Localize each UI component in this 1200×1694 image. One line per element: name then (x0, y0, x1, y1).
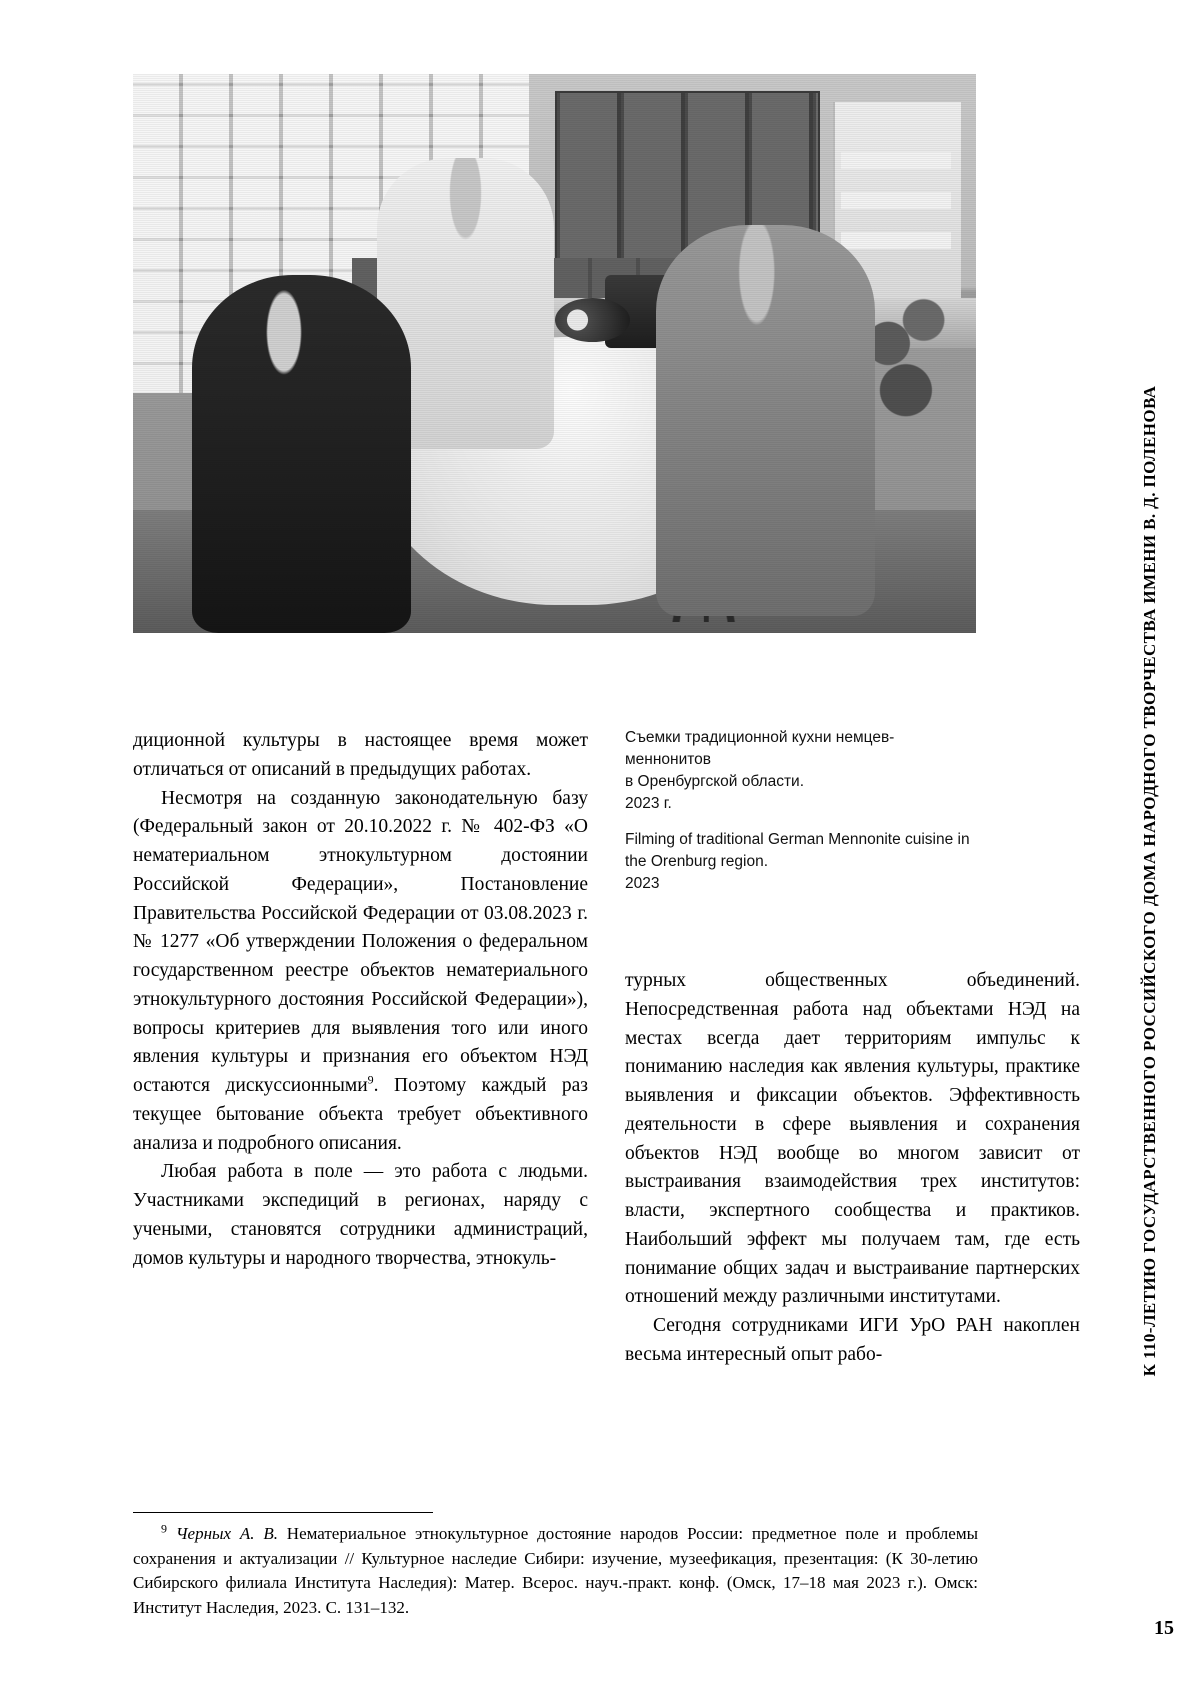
running-head (1130, 0, 1170, 1694)
running-head-text: К 110-ЛЕТИЮ ГОСУДАРСТВЕННОГО РОССИЙСКОГО ДОМА НАРОДНОГО ТВОРЧЕСТВА ИМЕНИ В. Д. ПОЛЕНОВА (1140, 385, 1159, 1377)
caption-en-line-1: Filming of traditional German Mennonite cuisine in (625, 831, 970, 848)
paragraph: Любая работа в поле — это работа с людьми. Участниками экспедиций в регионах, наряду с учеными, становятся сотрудники администраций, домов культуры и народного творчества, этнокуль- (133, 1161, 588, 1269)
caption-ru-line-1: Съемки традиционной кухни немцев-меннонитов (625, 729, 895, 768)
paragraph: диционной культуры в настоящее время может отличаться от описаний в предыдущих работах. (133, 730, 588, 780)
footnote-author: Черных А. В. (175, 1524, 278, 1543)
page-number: 15 (1154, 1617, 1174, 1639)
kitchen-filming-photo (133, 74, 976, 633)
paragraph: Сегодня сотрудниками ИГИ УрО РАН накоплен весьма интересный опыт рабо- (625, 1315, 1080, 1365)
body-column-right (625, 967, 1080, 1370)
paragraph-text: Несмотря на созданную законодательную базу (Федеральный закон от 20.10.2022 г. № 402-ФЗ «О нематериальном этнокультурном достоянии Российской Федерации», Постановление Правительства Российской Федерации от 03.08.2023 г. № 1277 «Об утверждении Положения о федеральном государственном реестре объектов нематериального этнокультурного достояния Российской Федерации»), вопросы критериев для выявления того или иного явления культуры и признания его объектом НЭД остаются дискуссионными (133, 787, 588, 1096)
footnote-number: 9 (161, 1521, 167, 1536)
photo-figure (133, 74, 976, 633)
body-column-left (133, 727, 588, 1273)
caption-en-line-2: the Orenburg region. (625, 853, 769, 870)
photo-grain-overlay (133, 74, 976, 633)
footnote-reference[interactable]: 9 (367, 1072, 374, 1087)
caption-ru-line-2: в Оренбургской области. (625, 773, 805, 790)
paragraph-text-cont: . Поэтому каждый раз текущее бытование объекта требует объективного анализа и подробного описания. (133, 1075, 588, 1154)
footnote-text: Нематериальное этнокультурное достояние народов России: предметное поле и проблемы сохранения и актуализации // Культурное наследие Сибири: изучение, музеефикация, презентация: (К 30-летию Сибирского филиала Института Наследия): Матер. Всерос. науч.-практ. конф. (Омск, 17–18 мая 2023 г.). Омск: Институт Наследия, 2023. С. 131–132. (133, 1524, 979, 1617)
paragraph (133, 785, 588, 1159)
footnote-block (133, 1522, 978, 1621)
figure-caption (625, 727, 977, 895)
footnote-separator (133, 1512, 433, 1513)
caption-russian (625, 727, 977, 815)
footnote-entry (133, 1522, 978, 1621)
caption-en-line-3: 2023 (625, 875, 660, 892)
paragraph: турных общественных объединений. Непосредственная работа над объектами НЭД на местах всегда дает территориям импульс к пониманию наследия как явления культуры, практике выявления и фиксации объектов. Эффективность деятельности в сфере выявления и сохранения объектов НЭД вообще во многом зависит от выстраивания взаимодействия трех институтов: власти, экспертного сообщества и практиков. Наибольший эффект мы получаем там, где есть понимание общих задач и выстраивание партнерских отношений между различными институтами. (625, 970, 1080, 1308)
caption-ru-line-3: 2023 г. (625, 795, 672, 812)
caption-english (625, 829, 977, 895)
